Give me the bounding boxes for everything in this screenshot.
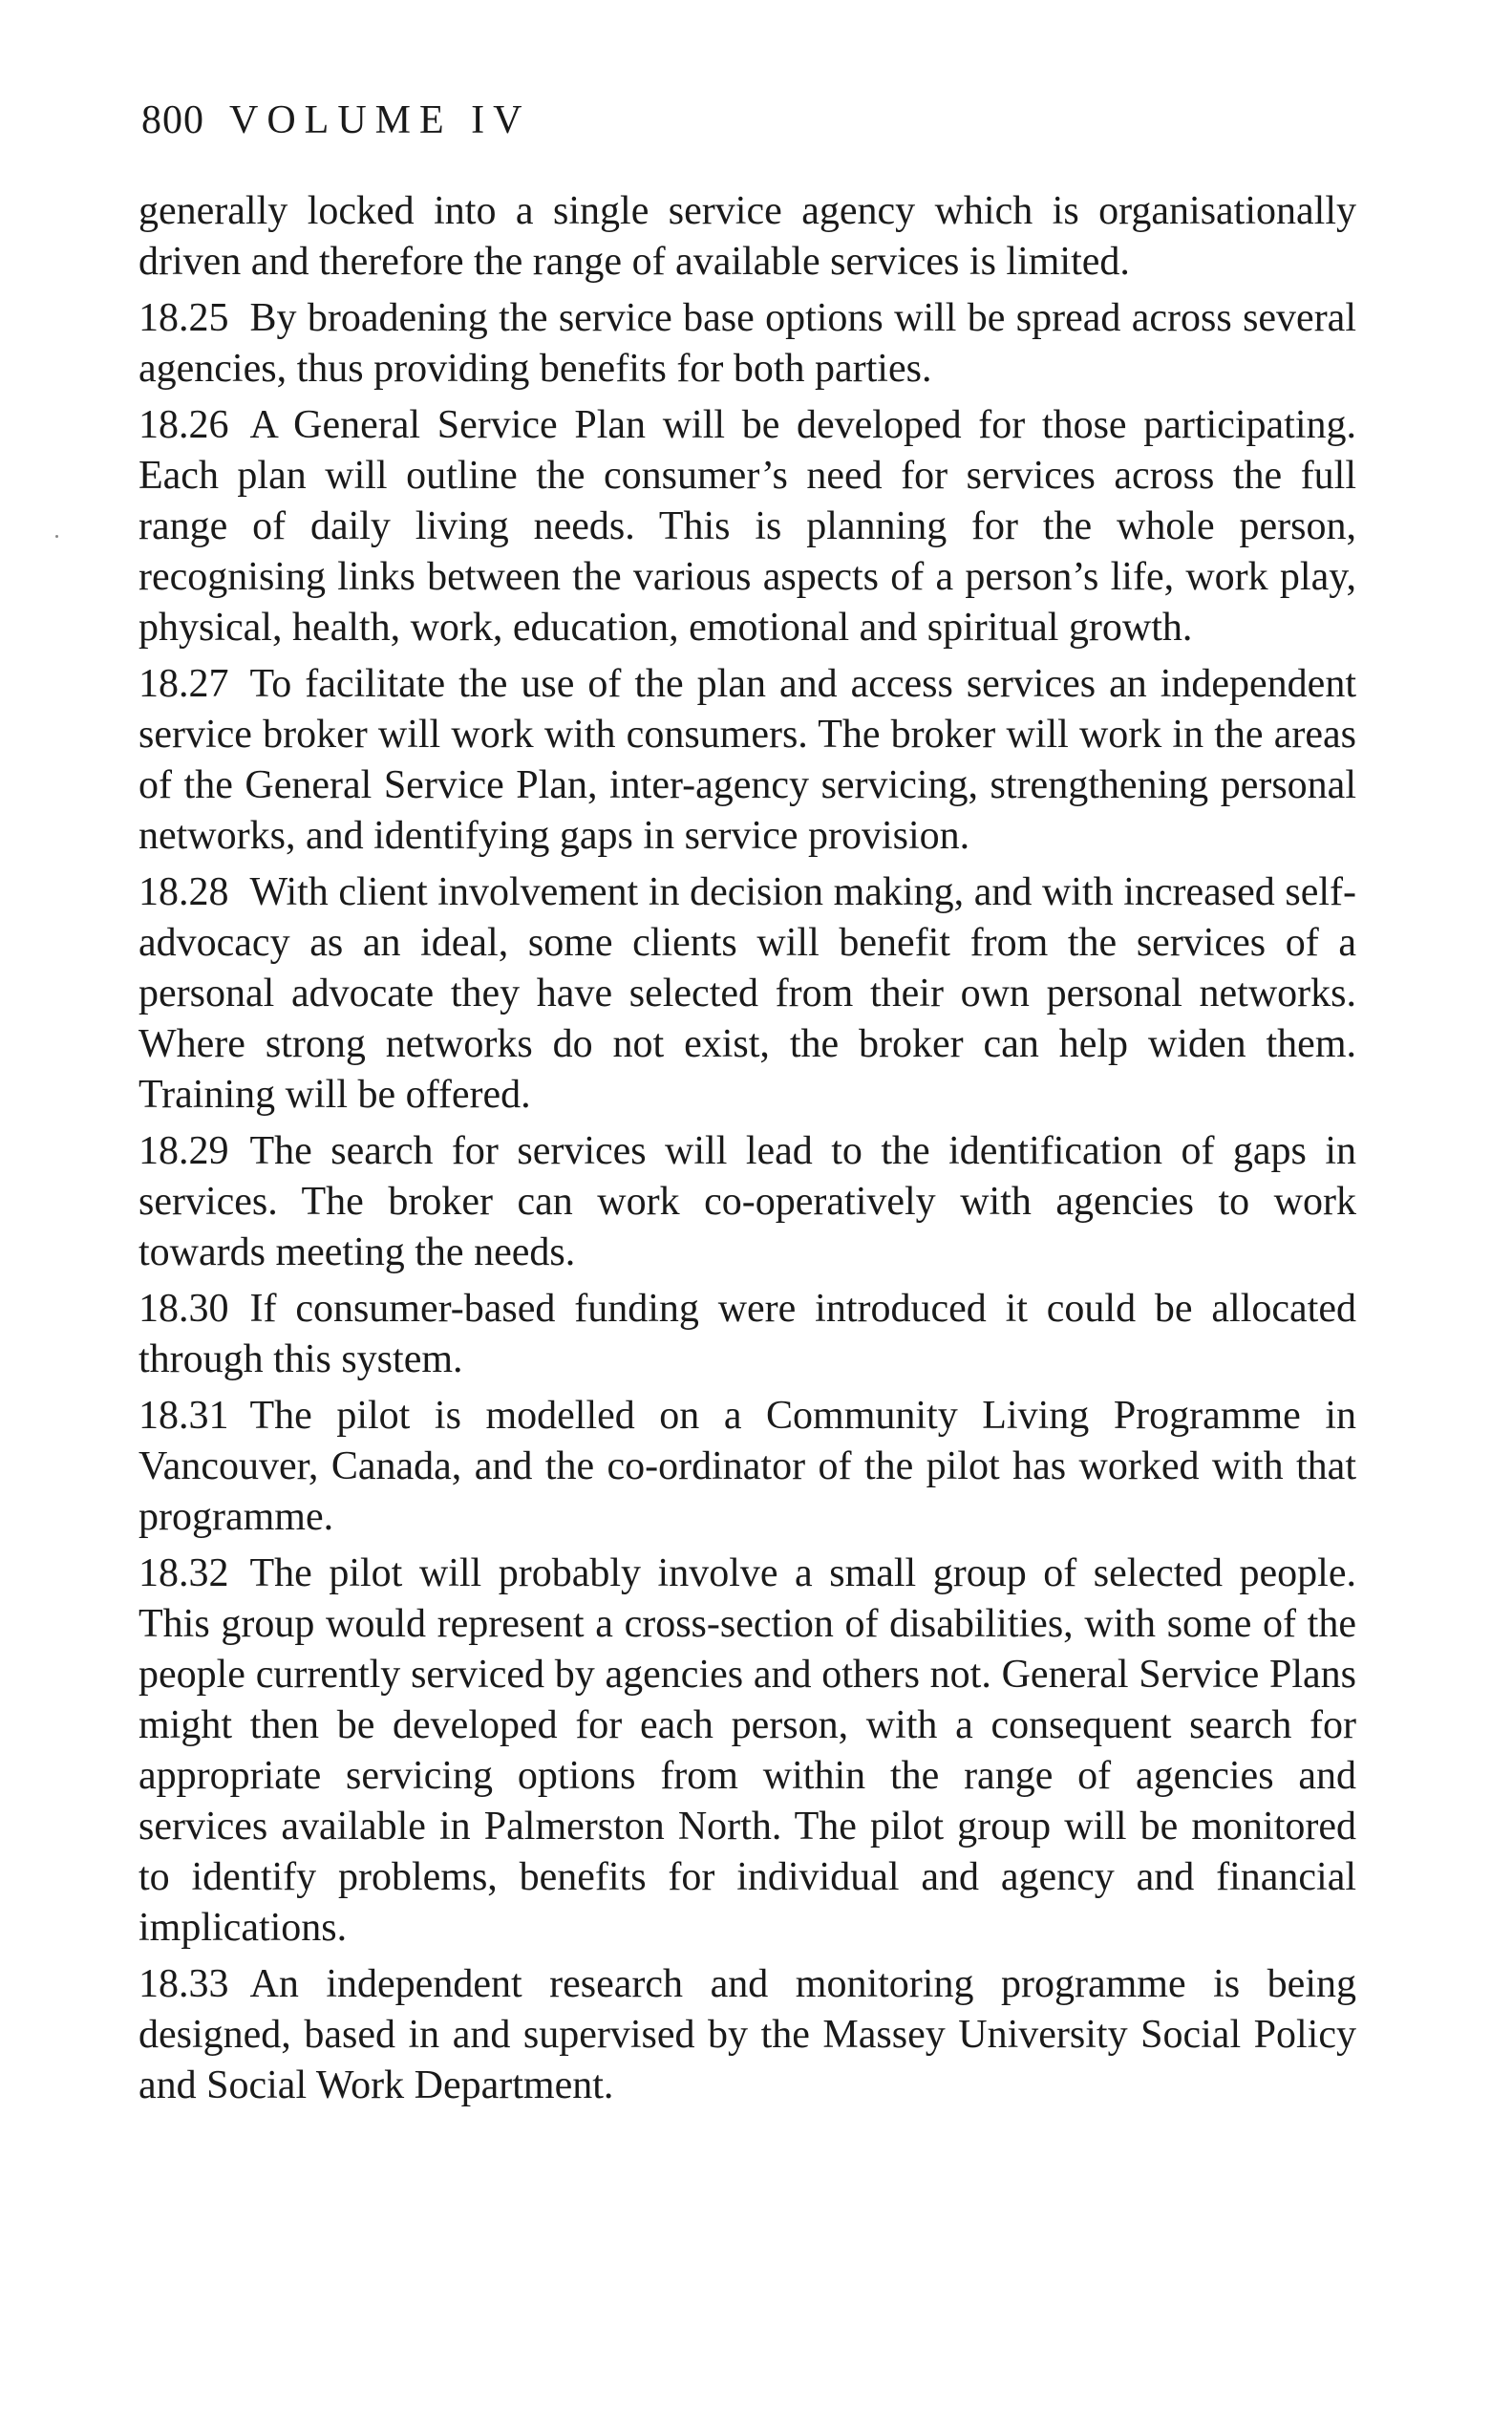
paragraph-number: 18.32 [138, 1551, 229, 1595]
paragraph-number: 18.30 [138, 1287, 229, 1331]
paragraph-number: 18.33 [138, 1962, 229, 2006]
paragraph-text: The pilot is modelled on a Community Living Programme in Vancouver, Canada, and the co-ordinator of the pilot has worked with that programme. [138, 1394, 1356, 1539]
paragraph-number: 18.26 [138, 403, 229, 447]
page-number: 800 [141, 98, 204, 142]
paragraph-18-32 [138, 1549, 1356, 1954]
paragraph-18-28 [138, 867, 1356, 1121]
paragraph-continued [138, 186, 1356, 288]
paragraph-number: 18.29 [138, 1129, 229, 1173]
paragraph-text: An independent research and monitoring programme is being designed, based in and supervised by the Massey University Social Policy and Social Work Department. [138, 1962, 1356, 2107]
paragraph-text: The pilot will probably involve a small group of selected people. This group would represent a cross-section of disabilities, with some of the people currently serviced by agencies and others not. General Service Plans might then be developed for each person, with a consequent search for appropriate servicing options from within the range of agencies and services available in Palmerston North. The pilot group will be monitored to identify problems, benefits for individual and agency and financial implications. [138, 1551, 1356, 1950]
running-head [141, 96, 530, 145]
paragraph-text: If consumer-based funding were introduced it could be allocated through this system. [138, 1287, 1356, 1381]
margin-speck [55, 535, 58, 538]
paragraph-18-29 [138, 1126, 1356, 1278]
paragraph-text: generally locked into a single service agency which is organisationally driven and therefore the range of available services is limited. [138, 189, 1356, 284]
body-text [138, 186, 1356, 2117]
paragraph-18-26 [138, 400, 1356, 653]
paragraph-text: With client involvement in decision making, and with increased self-advocacy as an ideal, some clients will benefit from the services of a personal advocate they have selected from their own personal networks. Where strong networks do not exist, the broker can help widen them. Training will be offered. [138, 870, 1356, 1117]
paragraph-number: 18.27 [138, 662, 229, 706]
paragraph-number: 18.25 [138, 296, 229, 340]
paragraph-18-31 [138, 1391, 1356, 1543]
paragraph-number: 18.31 [138, 1394, 229, 1438]
paragraph-text: A General Service Plan will be developed for those participating. Each plan will outline the consumer’s need for services across the full range of daily living needs. This is planning for the whole person, recognising links between the various aspects of a person’s life, work play, physical, health, work, education, emotional and spiritual growth. [138, 403, 1356, 650]
paragraph-text: The search for services will lead to the identification of gaps in services. The broker can work co-operatively with agencies to work towards meeting the needs. [138, 1129, 1356, 1274]
paragraph-18-33 [138, 1959, 1356, 2111]
paragraph-text: To facilitate the use of the plan and access services an independent service broker will work with consumers. The broker will work in the areas of the General Service Plan, inter-agency servicing, strengthening personal networks, and identifying gaps in service provision. [138, 662, 1356, 858]
paragraph-number: 18.28 [138, 870, 229, 914]
paragraph-18-27 [138, 659, 1356, 862]
paragraph-18-30 [138, 1284, 1356, 1385]
paragraph-18-25 [138, 293, 1356, 395]
paragraph-text: By broadening the service base options will be spread across several agencies, thus providing benefits for both parties. [138, 296, 1356, 391]
volume-label: VOLUME IV [229, 98, 531, 142]
